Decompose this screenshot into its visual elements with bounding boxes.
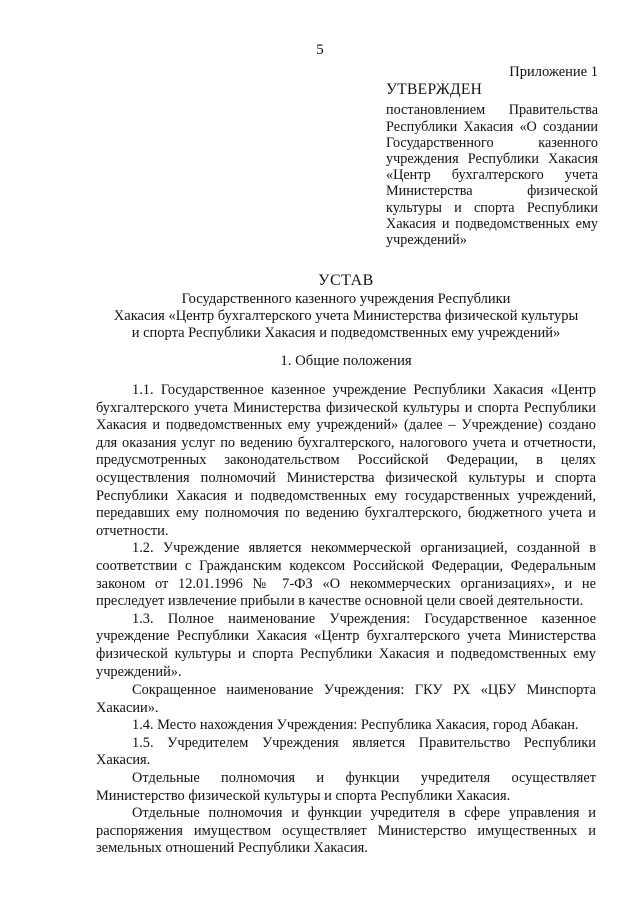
paragraph-1-4: 1.4. Место нахождения Учреждения: Республика Хакасия, город Абакан. <box>132 717 579 734</box>
section-heading: 1. Общие положения <box>280 353 412 369</box>
page-number: 5 <box>316 42 324 58</box>
paragraph-1-2: 1.2. Учреждение является некоммерческой организацией, созданной в соответствии с Гражданским кодексом Российской Федерации, Федеральным законом от 12.01.1996 № 7-ФЗ «О некоммерческих организациях», и не преследует извлечение прибыли в качестве основной цели своей деятельности. <box>96 540 596 610</box>
document-subtitle-line-1: Государственного казенного учреждения Республики <box>181 291 511 307</box>
appendix-label: Приложение 1 <box>509 64 598 80</box>
approval-block <box>386 64 598 248</box>
section-body <box>96 382 596 858</box>
document-subtitle-line-3: и спорта Республики Хакасия и подведомственных ему учреждений» <box>131 325 561 341</box>
paragraph-1-1: 1.1. Государственное казенное учреждение Республики Хакасия «Центр бухгалтерского учета Министерства физической культуры и спорта Республики Хакасия и подведомственных ему учреждений» (далее – Учреждение) создано для оказания услуг по ведению бухгалтерского, налогового учета и отчетности, предусмотренных законодательством Российской Федерации, в целях осуществления полномочий Министерства физической культуры и спорта Республики Хакасия и подведомственных ему государственных учреждений, передавших ему полномочия по ведению бухгалтерского, бюджетного учета и отчетности. <box>96 382 596 539</box>
paragraph-1-5: 1.5. Учредителем Учреждения является Правительство Республики Хакасия. <box>96 734 596 769</box>
paragraph-founder-functions: Отдельные полномочия и функции учредителя осуществляет Министерство физической культуры и спорта Республики Хакасия. <box>96 770 596 804</box>
approved-label: УТВЕРЖДЕН <box>386 81 483 99</box>
paragraph-property-functions: Отдельные полномочия и функции учредителя в сфере управления и распоряжения имуществом осуществляет Министерство имущественных и земельных отношений Республики Хакасия. <box>96 805 596 857</box>
paragraph-short-name: Сокращенное наименование Учреждения: ГКУ РХ «ЦБУ Минспорта Хакасии». <box>96 682 596 716</box>
document-subtitle-line-2: Хакасия «Центр бухгалтерского учета Министерства физической культуры <box>113 308 579 324</box>
paragraph-1-3: 1.3. Полное наименование Учреждения: Государственное казенное учреждение Республики Хакасия «Центр бухгалтерского учета Министерства физической культуры и спорта Республики Хакасия и подведомственных ему учреждений». <box>96 610 596 680</box>
document-title: УСТАВ <box>318 272 374 289</box>
approval-text: постановлением Правительства Республики Хакасия «О создании Государственного казенного учреждения Республики Хакасия «Центр бухгалтерского учета Министерства физической культуры и спорта Республики Хакасия и подведомственных ему учреждений» <box>386 102 598 249</box>
document-title-block <box>96 272 596 342</box>
